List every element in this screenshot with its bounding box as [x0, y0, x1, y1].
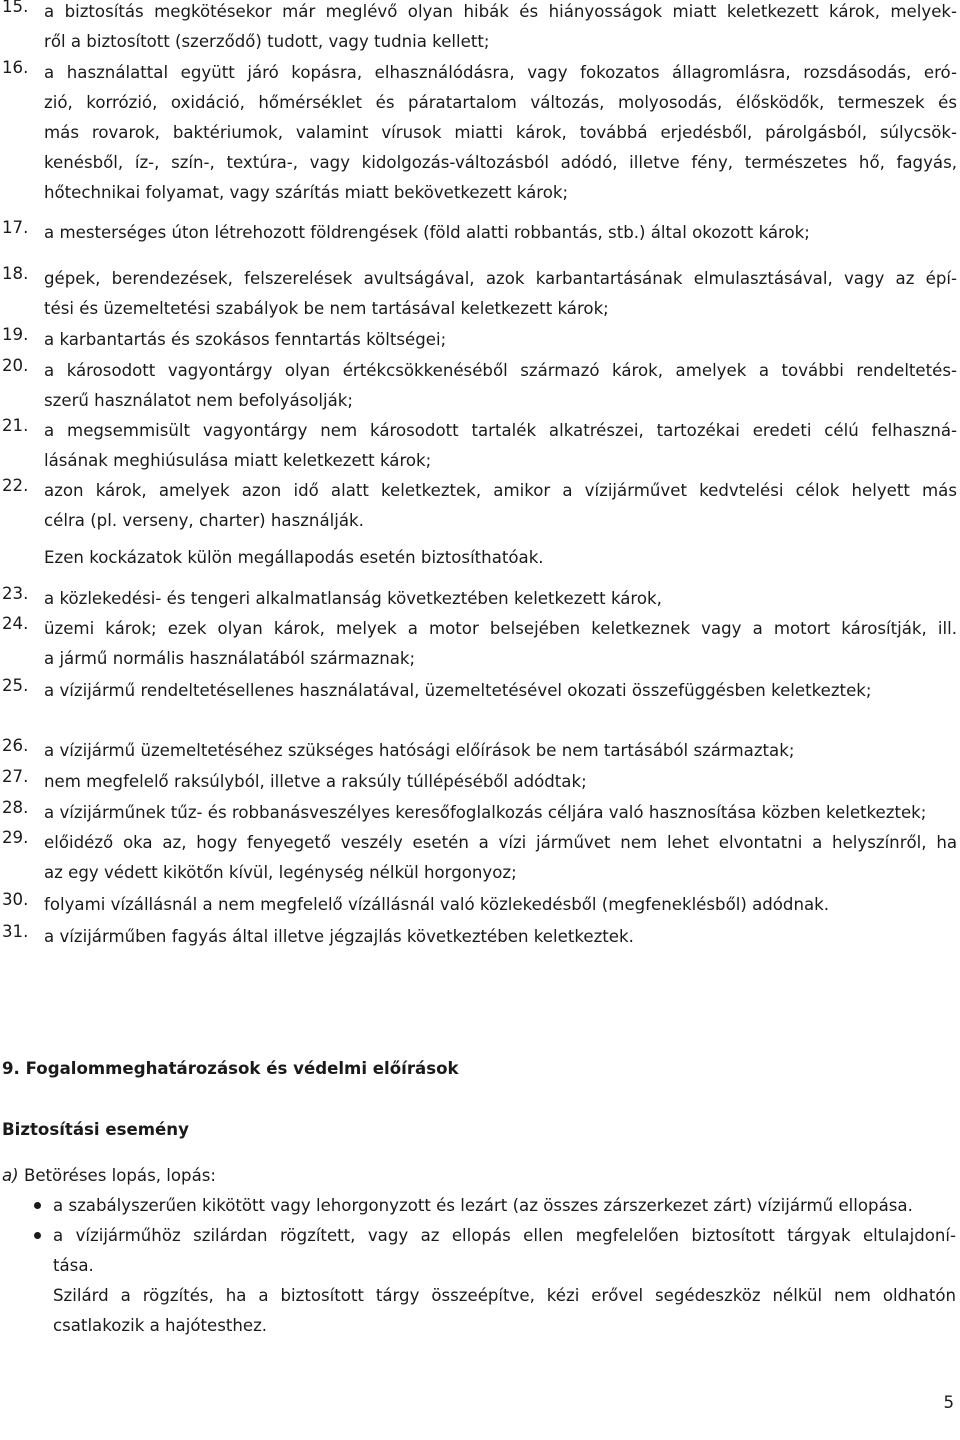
item-text — [44, 676, 957, 706]
list-item — [0, 58, 960, 208]
list-item — [0, 767, 960, 797]
item-line: zió, korrózió, oxidáció, hőmérséklet és páratartalom változás, molyosodás, élősködők, termeszek és — [44, 93, 957, 112]
item-line: a jármű normális használatából származnak; — [44, 649, 416, 668]
list-item — [0, 584, 960, 614]
item-number: 24. — [2, 614, 29, 633]
subsection-title: Biztosítási esemény — [2, 1120, 189, 1139]
list-item — [0, 0, 960, 57]
item-number: 28. — [2, 798, 29, 817]
item-text — [44, 416, 957, 476]
item-line: a mesterséges úton létrehozott földrengések (föld alatti robbantás, stb.) által okozott károk; — [44, 223, 810, 242]
item-text — [44, 614, 957, 674]
list-item — [0, 676, 960, 706]
list-item — [0, 218, 960, 248]
bullet-item — [0, 1191, 960, 1221]
item-number: 29. — [2, 828, 29, 847]
item-line: hőtechnikai folyamat, vagy szárítás miatt bekövetkezett károk; — [44, 183, 569, 202]
item-number: 25. — [2, 676, 29, 695]
item-line: a közlekedési- és tengeri alkalmatlanság következtében keletkezett károk, — [44, 589, 662, 608]
item-line: a vízijármű rendeltetésellenes használatával, üzemeltetésével okozati összefüggésben keletkeztek; — [44, 681, 872, 700]
item-line: más rovarok, baktériumok, valamint vírusok miatti károk, továbbá erjedésből, párolgásból, súlycsök- — [44, 123, 957, 142]
item-text — [44, 264, 957, 324]
clause-marker: a) — [2, 1166, 19, 1185]
bullet-item — [0, 1221, 960, 1341]
bullet-line: csatlakozik a hajótesthez. — [53, 1316, 268, 1335]
item-line: nem megfelelő raksúlyból, illetve a raksúly túllépéséből adódtak; — [44, 772, 587, 791]
item-number: 21. — [2, 416, 29, 435]
item-text — [44, 476, 957, 573]
item-number: 18. — [2, 264, 29, 283]
item-line: a biztosítás megkötésekor már meglévő olyan hibák és hiányosságok miatt keletkezett károk, melyek- — [44, 2, 957, 21]
page-number: 5 — [943, 1393, 954, 1412]
item-text — [44, 736, 957, 766]
item-line: tési és üzemeltetési szabályok be nem tartásával keletkezett károk; — [44, 299, 609, 318]
item-number: 19. — [2, 325, 29, 344]
list-item — [0, 416, 960, 476]
item-line: a vízijárműben fagyás által illetve jégzajlás következtében keletkeztek. — [44, 927, 634, 946]
item-line: azon károk, amelyek azon idő alatt keletkeztek, amikor a vízijárművet kedvtelési célok helyett más — [44, 481, 957, 500]
item-line: szerű használatot nem befolyásolják; — [44, 391, 354, 410]
list-item — [0, 325, 960, 355]
item-number: 17. — [2, 218, 29, 237]
bullet-dot-icon — [34, 1232, 41, 1239]
item-line: folyami vízállásnál a nem megfelelő vízállásnál való közlekedésből (megfeneklésből) adódnak. — [44, 895, 830, 914]
bullet-text — [53, 1221, 956, 1341]
item-text — [44, 218, 957, 248]
item-number: 20. — [2, 356, 29, 375]
item-number: 15. — [2, 0, 29, 16]
item-text — [44, 58, 957, 208]
item-line: célra (pl. verseny, charter) használják. — [44, 511, 364, 530]
item-text — [44, 325, 957, 355]
item-number: 22. — [2, 476, 29, 495]
item-number: 26. — [2, 736, 29, 755]
item-line: a megsemmisült vagyontárgy nem károsodott tartalék alkatrészei, tartozékai eredeti célú felhaszná- — [44, 421, 957, 440]
item-line: a károsodott vagyontárgy olyan értékcsökkenéséből származó károk, amelyek a további rendeltetés- — [44, 361, 957, 380]
item-number: 23. — [2, 584, 29, 603]
item-note: Ezen kockázatok külön megállapodás esetén biztosíthatóak. — [44, 548, 544, 567]
item-line: lásának meghiúsulása miatt keletkezett károk; — [44, 451, 432, 470]
item-text — [44, 767, 957, 797]
item-line: a használattal együtt járó kopásra, elhasználódásra, vagy fokozatos állagromlásra, rozsdásodás, eró- — [44, 63, 957, 82]
clause-label: Betöréses lopás, lopás: — [23, 1166, 216, 1185]
item-number: 27. — [2, 767, 29, 786]
item-line: ről a biztosított (szerződő) tudott, vagy tudnia kellett; — [44, 32, 490, 51]
item-line: előidéző oka az, hogy fenyegető veszély esetén a vízi járművet nem lehet elvontatni a helyszínről, ha — [44, 833, 957, 852]
list-item — [0, 798, 960, 828]
list-item — [0, 476, 960, 573]
item-number: 31. — [2, 922, 29, 941]
item-line: gépek, berendezések, felszerelések avultságával, azok karbantartásának elmulasztásával, vagy az épí- — [44, 269, 957, 288]
item-line: a vízijárműnek tűz- és robbanásveszélyes keresőfoglalkozás céljára való hasznosítása közben keletkeztek; — [44, 803, 927, 822]
item-number: 30. — [2, 890, 29, 909]
bullet-line: a vízijárműhöz szilárdan rögzített, vagy az ellopás ellen megfelelően biztosított tárgyak eltulajdoní- — [53, 1226, 956, 1245]
list-item — [0, 356, 960, 416]
item-text — [44, 828, 957, 888]
bullet-line: tása. — [53, 1256, 94, 1275]
bullet-text — [53, 1191, 956, 1221]
item-line: a vízijármű üzemeltetéséhez szükséges hatósági előírások be nem tartásából származtak; — [44, 741, 795, 760]
item-number: 16. — [2, 58, 29, 77]
item-line: a karbantartás és szokásos fenntartás költségei; — [44, 330, 447, 349]
bullet-dot-icon — [34, 1202, 41, 1209]
item-text — [44, 798, 957, 828]
clause-label-row — [2, 1161, 216, 1191]
item-text — [44, 0, 957, 57]
item-text — [44, 356, 957, 416]
item-text — [44, 890, 957, 920]
list-item — [0, 828, 960, 888]
section-title: 9. Fogalommeghatározások és védelmi előírások — [2, 1059, 459, 1078]
item-line: kenésből, íz-, szín-, textúra-, vagy kidolgozás-változásból adódó, illetve fény, természetes hő, fagyás, — [44, 153, 957, 172]
list-item — [0, 922, 960, 952]
item-line: az egy védett kikötőn kívül, legénység nélkül horgonyoz; — [44, 863, 517, 882]
list-item — [0, 890, 960, 920]
bullet-line: a szabályszerűen kikötött vagy lehorgonyzott és lezárt (az összes zárszerkezet zárt) vízijármű ellopása. — [53, 1196, 913, 1215]
list-item — [0, 614, 960, 674]
list-item — [0, 736, 960, 766]
bullet-line: Szilárd a rögzítés, ha a biztosított tárgy összeépítve, kézi erővel segédeszköz nélkül nem oldhatón — [53, 1286, 956, 1305]
item-text — [44, 922, 957, 952]
item-line: üzemi károk; ezek olyan károk, melyek a motor belsejében keletkeznek vagy a motort károsítják, ill. — [44, 619, 957, 638]
list-item — [0, 264, 960, 324]
item-text — [44, 584, 957, 614]
